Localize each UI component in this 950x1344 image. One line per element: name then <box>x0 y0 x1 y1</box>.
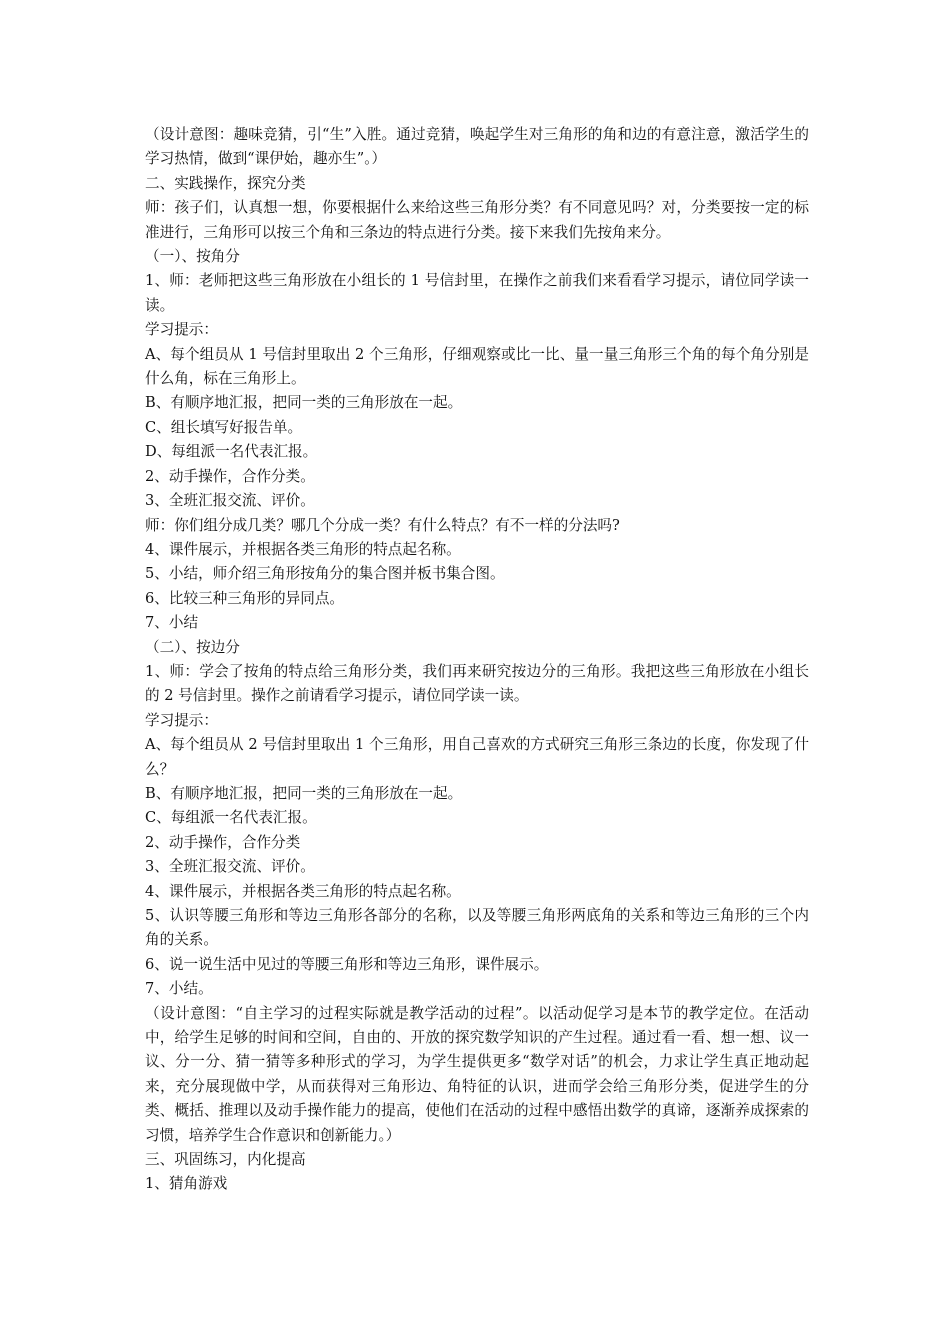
list-item: C、每组派一名代表汇报。 <box>145 809 317 827</box>
design-intent-note: （设计意图：趣味竞猜，引“生”入胜。通过竞猜，唤起学生对三角形的角和边的有意注意，激活学生的学习热情，做到“课伊始，趣亦生”。） <box>145 126 809 168</box>
paragraph: 师：你们组分成几类？哪几个分成一类？有什么特点？有不一样的分法吗? <box>145 516 620 534</box>
list-item: 5、小结，师介绍三角形按角分的集合图并板书集合图。 <box>145 565 505 583</box>
document-page <box>145 123 809 1197</box>
list-item: B、有顺序地汇报，把同一类的三角形放在一起。 <box>145 784 463 802</box>
paragraph: 1、师：老师把这些三角形放在小组长的 1 号信封里，在操作之前我们来看看学习提示，请位同学读一读。 <box>145 272 809 314</box>
list-item: 6、说一说生活中见过的等腰三角形和等边三角形，课件展示。 <box>145 955 549 973</box>
list-item: 6、比较三种三角形的异同点。 <box>145 589 345 607</box>
list-item: 3、全班汇报交流、评价。 <box>145 492 315 510</box>
design-intent-note: （设计意图：“自主学习的过程实际就是教学活动的过程”。以活动促学习是本节的教学定位。在活动中，给学生足够的时间和空间，自由的、开放的探究数学知识的产生过程。通过看一看、想一想、议一议、分一分、猜一猜等多种形式的学习，为学生提供更多“数学对话”的机会，力求让学生真正地动起来，充分展现做中学，从而获得对三角形边、角特征的认识，进而学会给三角形分类，促进学生的分类、概括、推理以及动手操作能力的提高，使他们在活动的过程中感悟出数学的真谛，逐渐养成探索的习惯，培养学生合作意识和创新能力。） <box>145 1004 809 1144</box>
list-item: 4、课件展示，并根据各类三角形的特点起名称。 <box>145 540 461 558</box>
list-item: 2、动手操作，合作分类 <box>145 833 301 851</box>
list-item: C、组长填写好报告单。 <box>145 418 303 436</box>
study-tips-heading: 学习提示： <box>145 711 218 729</box>
paragraph: 1、师：学会了按角的特点给三角形分类，我们再来研究按边分的三角形。我把这些三角形放在小组长的 2 号信封里。操作之前请看学习提示，请位同学读一读。 <box>145 662 809 705</box>
list-item: 2、动手操作，合作分类。 <box>145 467 315 485</box>
section-heading: 三、巩固练习，内化提高 <box>145 1151 306 1169</box>
list-item: A、每个组员从 2 号信封里取出 1 个三角形，用自己喜欢的方式研究三角形三条边的长度，你发现了什么？ <box>145 736 809 778</box>
paragraph: 师：孩子们，认真想一想，你要根据什么来给这些三角形分类？有不同意见吗？对，分类要按一定的标准进行，三角形可以按三个角和三条边的特点进行分类。接下来我们先按角来分。 <box>145 199 809 241</box>
subsection-heading: （一）、按角分 <box>145 248 240 266</box>
section-heading: 二、实践操作，探究分类 <box>145 174 306 192</box>
list-item: 1、猜角游戏 <box>145 1175 228 1193</box>
list-item: D、每组派一名代表汇报。 <box>145 443 318 461</box>
list-item: 7、小结。 <box>145 980 213 998</box>
subsection-heading: （二）、按边分 <box>145 638 240 656</box>
list-item: 3、全班汇报交流、评价。 <box>145 858 315 876</box>
list-item: 7、小结 <box>145 614 199 632</box>
study-tips-heading: 学习提示： <box>145 321 218 339</box>
list-item: 5、认识等腰三角形和等边三角形各部分的名称，以及等腰三角形两底角的关系和等边三角形的三个内角的关系。 <box>145 907 809 949</box>
list-item: A、每个组员从 1 号信封里取出 2 个三角形，仔细观察或比一比、量一量三角形三个角的每个角分别是什么角，标在三角形上。 <box>145 345 809 388</box>
list-item: B、有顺序地汇报，把同一类的三角形放在一起。 <box>145 394 463 412</box>
list-item: 4、课件展示，并根据各类三角形的特点起名称。 <box>145 882 461 900</box>
